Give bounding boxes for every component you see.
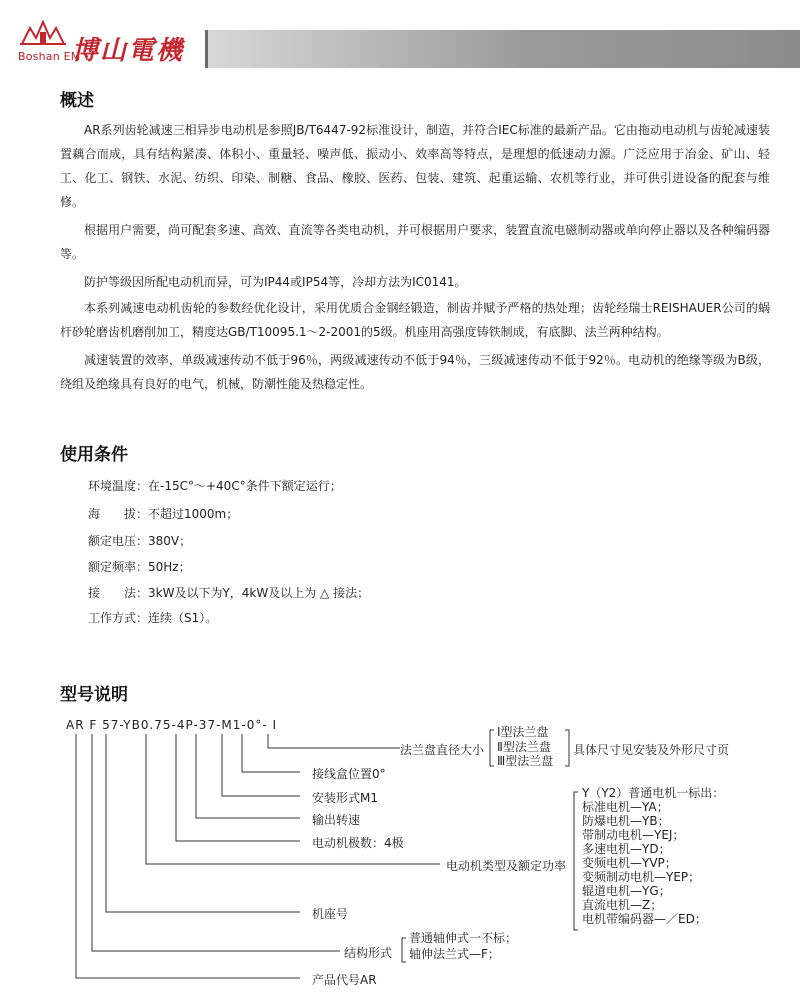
label-frame-number: 机座号 [312,907,349,921]
label-mount-form: 安装形式M1 [312,791,378,805]
label-box-position: 接线盒位置0° [312,767,386,781]
condition-label: 环境温度： [88,479,149,493]
condition-label: 额定电压： [88,534,149,548]
label-motor-poles: 电动机极数：4极 [312,836,404,850]
structure-type-1: 普通轴伸式一不标； [409,931,518,945]
motor-type-item: 辊道电机—YG； [582,884,671,898]
label-output-speed: 输出转速 [312,813,361,827]
overview-paragraph-2: 根据用户需要，尚可配套多速、高效、直流等各类电动机，并可根据用户要求，装置直流电磁制动器或单向停止器以及各种编码器等。 [60,223,770,261]
overview-paragraph-4: 本系列减速电动机齿轮的参数经优化设计，采用优质合金钢经锻造，制齿并赋予严格的热处理；齿轮经瑞士REISHAUER公司的蜗杆砂轮磨齿机磨削加工，精度达GB/T10095.1～2-2001的5级。机座用高强度铸铁制成，有底脚、法兰两种结构。 [60,301,770,339]
overview-title: 概述 [60,91,94,111]
motor-type-item: 带制动电机—YEJ； [582,828,685,842]
condition-value: 连续（S1）。 [148,611,218,625]
condition-value: 不超过1000m； [148,507,239,521]
motor-type-item: 变频电机—YVP； [582,856,677,870]
motor-type-item: 防爆电机—YB； [582,814,670,828]
motor-type-item: 直流电机—Z； [582,898,663,912]
brand-chinese: 博山電機 [72,36,185,66]
structure-type-2: 轴伸法兰式—F； [409,947,500,961]
flange-type-3: Ⅲ型法兰盘 [497,754,554,768]
label-motor-type: 电动机类型及额定功率 [446,859,567,873]
flange-type-2: Ⅱ型法兰盘 [497,740,551,754]
conditions-title: 使用条件 [60,445,128,465]
condition-value: 3kW及以下为Y，4kW及以上为 △ 接法； [148,586,370,600]
label-product-code: 产品代号AR [312,973,377,987]
condition-value: 380V； [148,534,192,548]
brand-english: Boshan EM [18,50,81,63]
condition-label: 海 拔： [88,507,149,521]
overview-paragraph-3: 防护等级因所配电动机而异，可为IP44或IP54等，冷却方法为IC0141。 [84,275,467,289]
motor-type-item: 电机带编码器—／ED； [582,912,707,926]
overview-paragraph-1: AR系列齿轮减速三相异步电动机是参照JB/T6447-92标准设计，制造，并符合IEC标准的最新产品。它由拖动电动机与齿轮减速装置藕合而成，具有结构紧凑、体积小、重量轻、噪声低、振动小、效率高等特点，是理想的低速动力源。广泛应用于冶金、矿山、轻工、化工、钢铁、水泥、纺织、印染、制糖、食品、橡胶、医药、包装、建筑、起重运输、农机等行业，并可供引进设备的配套与维修。 [60,123,770,209]
motor-type-item: 变频制动电机—YEP； [582,870,701,884]
condition-value: 50Hz； [148,560,191,574]
motor-type-item: Y（Y2）普通电机一标出： [582,786,725,800]
overview-paragraph-5: 减速装置的效率，单级减速传动不低于96％，两级减速传动不低于94％，三级减速传动不低于92％。电动机的绝缘等级为B级，绕组及绝缘具有良好的电气，机械，防潮性能及热稳定性。 [60,353,770,391]
condition-label: 接 法： [88,586,149,600]
motor-type-item: 多速电机—YD； [582,842,671,856]
motor-type-item: 标准电机—YA； [582,800,669,814]
label-flange-diameter: 法兰盘直径大小 [400,743,485,757]
condition-label: 工作方式： [88,611,149,625]
flange-type-1: Ⅰ型法兰盘 [497,725,549,739]
model-title: 型号说明 [60,685,128,705]
condition-label: 额定频率： [88,560,149,574]
condition-value: 在-15C°～+40C°条件下额定运行； [148,479,342,493]
label-structure: 结构形式 [344,946,393,960]
model-code: AR F 57-YB0.75-4P-37-M1-0°- Ⅰ [66,718,278,732]
flange-note: 具体尺寸见安装及外形尺寸页 [573,743,730,757]
